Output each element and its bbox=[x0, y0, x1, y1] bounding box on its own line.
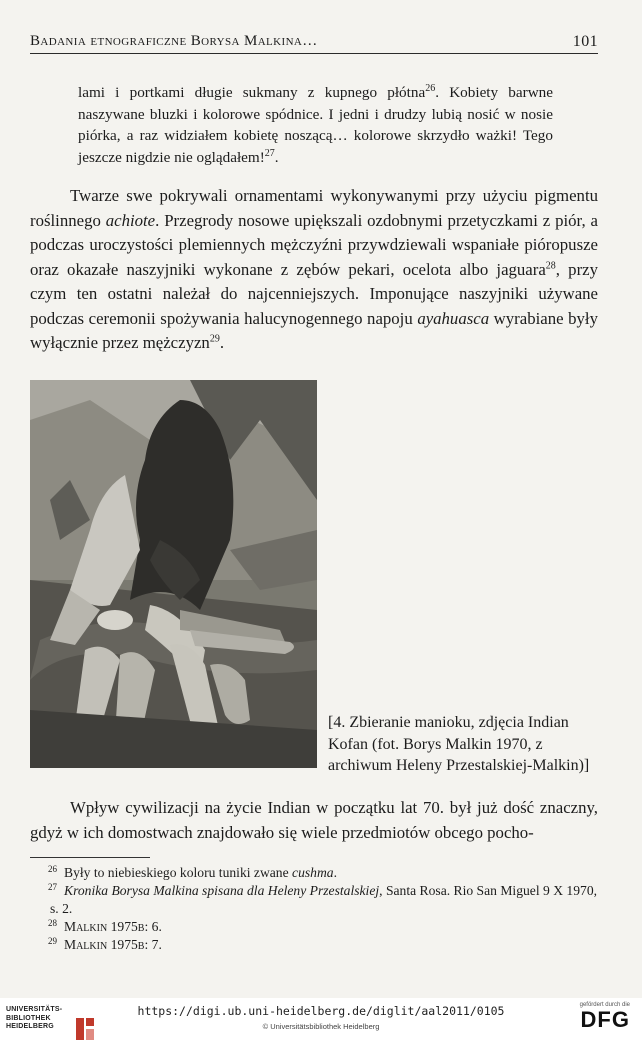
paragraph-1 bbox=[30, 184, 598, 356]
footnote-text: Były to niebieskiego koloru tuniki zwane bbox=[64, 865, 293, 880]
footnote-text: 1975 bbox=[107, 937, 138, 952]
digitization-footer bbox=[0, 998, 642, 1044]
quote-text-a: lami i portkami długie sukmany z kupnego płótna bbox=[78, 84, 426, 101]
footnote-author: Malkin bbox=[64, 919, 108, 934]
photo-illustration bbox=[30, 380, 317, 768]
footnote-text: 1975 bbox=[107, 919, 138, 934]
para2-text: Wpływ cywilizacji na życie Indian w początku lat 70. był już dość znaczny, gdyż w ich domostwach znajdowało się wiele przedmiotów obcego pocho- bbox=[30, 798, 598, 842]
para1-text-c: , przy czym ten ostatni należał do najcenniejszych. Imponujące naszyjniki używane podczas ceremonii spożywania halucynogennego napoju bbox=[30, 259, 598, 328]
para1-text-e: . bbox=[219, 333, 225, 352]
footnote-italic: cushma bbox=[292, 865, 334, 880]
copyright-notice: © Universitätsbibliothek Heidelberg bbox=[262, 1022, 380, 1031]
funder-logo[interactable] bbox=[580, 1002, 630, 1032]
funder-note: gefördert durch die bbox=[579, 1002, 630, 1008]
running-title: Badania etnograficzne Borysa Malkina… bbox=[30, 33, 318, 49]
term-ayahuasca: ayahuasca bbox=[417, 308, 490, 328]
quote-text-b: . Kobiety barwne naszywane bluzki i kolorowe spódnice. I jedni i drudzy lubią nosić w nosie piórka, a raz widziałem kobietę noszącą… kolorowe skrzydło ważki! Tego jeszcze nigdzie nie oglądałem! bbox=[78, 84, 554, 166]
footnote-29 bbox=[30, 936, 598, 954]
footnote-tail: : 6. bbox=[144, 919, 162, 934]
header-rule bbox=[30, 53, 598, 54]
footnote-suffix: b bbox=[137, 937, 145, 952]
term-achiote: achiote bbox=[105, 210, 156, 230]
footnote-ref-28[interactable]: 28 bbox=[545, 259, 556, 271]
footnote-tail: . bbox=[333, 865, 337, 880]
footnote-number: 28 bbox=[48, 918, 57, 928]
footnote-author: Malkin bbox=[64, 937, 108, 952]
library-name-1: UNIVERSITÄTS- bbox=[6, 1006, 63, 1013]
footnote-italic: Kronika Borysa Malkina spisana dla Heleny Przestalskiej bbox=[64, 883, 380, 898]
footnote-28 bbox=[30, 918, 598, 936]
footnote-number: 29 bbox=[48, 936, 57, 946]
footnote-rule bbox=[30, 857, 150, 858]
page-number: 101 bbox=[572, 33, 598, 50]
footnote-text: , Santa Rosa. Rio San Miguel 9 X 1970, s. 2. bbox=[50, 883, 598, 916]
photo-caption: [4. Zbieranie manioku, zdjęcia Indian Kofan (fot. Borys Malkin 1970, z archiwum Heleny Przestalskiej-Malkin)] bbox=[328, 714, 590, 774]
footnote-suffix: b bbox=[137, 919, 145, 934]
footnote-27 bbox=[30, 882, 598, 918]
block-quote bbox=[78, 82, 553, 168]
manioc-harvest-photo bbox=[30, 380, 317, 768]
footnote-number: 27 bbox=[48, 882, 57, 892]
footnotes bbox=[30, 864, 598, 954]
library-name-2: BIBLIOTHEK bbox=[6, 1014, 51, 1022]
footnote-ref-29[interactable]: 29 bbox=[209, 333, 220, 345]
para1-text-a: Twarze swe pokrywali ornamentami wykonywanymi przy użyciu pigmentu roślinnego bbox=[30, 186, 598, 230]
library-name-3: HEIDELBERG bbox=[6, 1023, 54, 1030]
quote-text-c: . bbox=[274, 148, 279, 166]
para1-text-d: wyrabiane były wyłącznie przez mężczyzn bbox=[30, 308, 598, 352]
paragraph-2 bbox=[30, 796, 598, 845]
footnote-tail: : 7. bbox=[144, 937, 162, 952]
para1-text-b: . Przegrody nosowe upiększali ozdobnymi przetyczkami z piór, a podczas uroczystości plemiennych mężczyźni przywdziewali wspaniałe pióropusze oraz okazałe naszyjniki wykonane z zębów pekari, ocelota albo jaguara bbox=[30, 210, 598, 279]
funder-name: DFG bbox=[580, 1007, 630, 1032]
source-url-link[interactable]: https://digi.ub.uni-heidelberg.de/diglit/aal2011/0105 bbox=[137, 1004, 505, 1018]
footnote-ref-27[interactable]: 27 bbox=[264, 147, 275, 159]
footnote-ref-26[interactable]: 26 bbox=[425, 82, 436, 94]
footnote-number: 26 bbox=[48, 864, 57, 874]
footnote-26 bbox=[30, 864, 598, 882]
